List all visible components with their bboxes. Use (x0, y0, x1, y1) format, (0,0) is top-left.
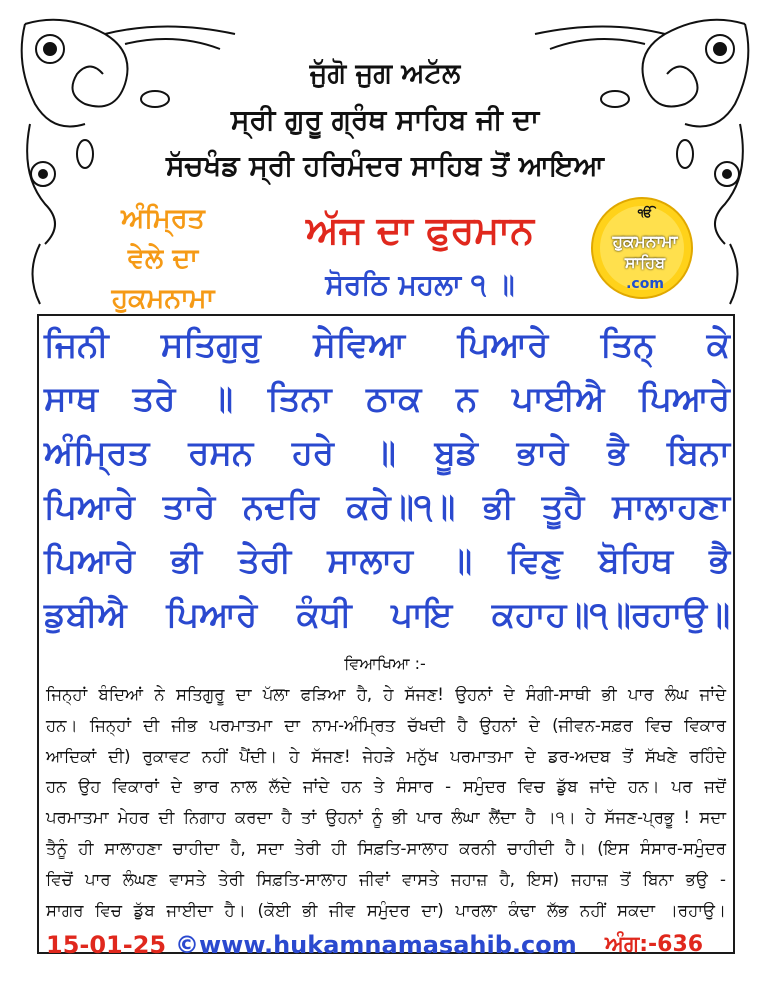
logo-text-line-2: ਸਾਹਿਬ (624, 253, 666, 272)
gurbani-line: ਜਿਨੀ ਸਤਿਗੁਰੁ ਸੇਵਿਆ ਪਿਆਰੇ ਤਿਨ੍ ਕੇ (44, 325, 730, 365)
raag-subtitle: ਸੋਰਠਿ ਮਹਲਾ ੧ ॥ (325, 268, 515, 301)
gurbani-line: ਪਿਆਰੇ ਭੀ ਤੇਰੀ ਸਾਲਾਹ ॥ ਵਿਣੁ ਬੋਹਿਥ ਭੈ (44, 541, 730, 581)
amrit-vele-line-1: ਅੰਮ੍ਰਿਤ (121, 203, 205, 234)
explanation-label: ਵਿਆਖਿਆ :- (344, 654, 426, 673)
amrit-vele-line-2: ਵੇਲੇ ਦਾ (127, 243, 199, 274)
amrit-vele-line-3: ਹੁਕਮਨਾਮਾ (111, 283, 215, 314)
explanation-line: ਸਾਗਰ ਵਿਚ ਡੁੱਬ ਜਾਈਦਾ ਹੈ। (ਕੋਈ ਭੀ ਜੀਵ ਸਮੁੰਦਰ ਦਾ) ਪਾਰਲਾ ਕੰਢਾ ਲੱਭ ਨਹੀਂ ਸਕਦਾ ।ਰਹਾਉ। (46, 900, 726, 920)
explanation-line: ਤੈਨੂੰ ਹੀ ਸਾਲਾਹਣਾ ਚਾਹੀਦਾ ਹੈ, ਸਦਾ ਤੇਰੀ ਹੀ ਸਿਫ਼ਤਿ-ਸਾਲਾਹ ਕਰਨੀ ਚਾਹੀਦੀ ਹੈ। (ਇਸ ਸੰਸਾਰ-ਸਮੁੰਦਰ (46, 838, 726, 858)
date-label: 15-01-25 (46, 931, 167, 959)
explanation-line: ਵਿਚੋਂ ਪਾਰ ਲੰਘਣ ਵਾਸਤੇ ਤੇਰੀ ਸਿਫ਼ਤਿ-ਸਾਲਾਹ ਜੀਵਾਂ ਵਾਸਤੇ ਜਹਾਜ਼ ਹੈ, ਇਸ) ਜਹਾਜ਼ ਤੋਂ ਬਿਨਾ ਭਉ - (46, 869, 726, 889)
gurbani-text (44, 318, 730, 642)
explanation-line: ਜਿਨ੍ਹਾਂ ਬੰਦਿਆਂ ਨੇ ਸਤਿਗੁਰੂ ਦਾ ਪੱਲਾ ਫੜਿਆ ਹੈ, ਹੇ ਸੱਜਣ! ਉਹਨਾਂ ਦੇ ਸੰਗੀ-ਸਾਥੀ ਭੀ ਪਾਰ ਲੰਘ ਜਾਂਦੇ (46, 685, 726, 704)
header-line-1: ਜੁੱਗੋ ਜੁਗ ਅਟੱਲ (309, 58, 461, 89)
gurbani-line: ਡੁਬੀਐ ਪਿਆਰੇ ਕੰਧੀ ਪਾਇ ਕਹਾਹ॥੧॥ਰਹਾਉ॥ (44, 595, 730, 635)
ang-number: ਅੰਗ:-636 (605, 932, 704, 957)
page-title: ਅੱਜ ਦਾ ਫੁਰਮਾਨ (306, 208, 534, 252)
header-line-3: ਸੱਚਖੰਡ ਸ੍ਰੀ ਹਰਿਮੰਦਰ ਸਾਹਿਬ ਤੋਂ ਆਇਆ (165, 149, 605, 182)
gurbani-line: ਅੰਮ੍ਰਿਤ ਰਸਨ ਹਰੇ ॥ ਬੂਡੇ ਭਾਰੇ ਭੈ ਬਿਨਾ (44, 433, 730, 473)
explanation-line: ਹਨ। ਜਿਨ੍ਹਾਂ ਦੀ ਜੀਭ ਪਰਮਾਤਮਾ ਦਾ ਨਾਮ-ਅੰਮ੍ਰਿਤ ਚੱਖਦੀ ਹੈ ਉਹਨਾਂ ਦੇ (ਜੀਵਨ-ਸਫ਼ਰ ਵਿਚ ਵਿਕਾਰ (46, 715, 726, 735)
gurbani-line: ਸਾਥ ਤਰੇ ॥ ਤਿਨਾ ਠਾਕ ਨ ਪਾਈਐ ਪਿਆਰੇ (44, 379, 730, 419)
explanation-line: ਪਰਮਾਤਮਾ ਮੇਹਰ ਦੀ ਨਿਗਾਹ ਕਰਦਾ ਹੈ ਤਾਂ ਉਹਨਾਂ ਨੂੰ ਭੀ ਪਾਰ ਲੰਘਾ ਲੈਂਦਾ ਹੈ ।੧। ਹੇ ਸੱਜਣ-ਪ੍ਰਭੂ ! ਸਦਾ (46, 808, 726, 828)
website-link[interactable]: ©www.hukamnamasahib.com (175, 931, 577, 959)
explanation-line: ਹਨ ਉਹ ਵਿਕਾਰਾਂ ਦੇ ਭਾਰ ਨਾਲ ਲੱਦੇ ਜਾਂਦੇ ਹਨ ਤੇ ਸੰਸਾਰ - ਸਮੁੰਦਰ ਵਿਚ ਡੁੱਬ ਜਾਂਦੇ ਹਨ। ਪਰ ਜਦੋਂ (46, 777, 726, 797)
ik-onkar-symbol: ੴ (637, 206, 653, 220)
logo-text-line-3: .com (626, 276, 664, 292)
gurbani-line: ਪਿਆਰੇ ਤਾਰੇ ਨਦਰਿ ਕਰੇ॥੧॥ ਭੀ ਤੂਹੈ ਸਾਲਾਹਣਾ (44, 487, 730, 527)
explanation-text (46, 680, 726, 926)
explanation-line: ਆਦਿਕਾਂ ਦੀ) ਰੁਕਾਵਟ ਨਹੀਂ ਪੈਂਦੀ। ਹੇ ਸੱਜਣ! ਜੇਹੜੇ ਮਨੁੱਖ ਪਰਮਾਤਮਾ ਦੇ ਡਰ-ਅਦਬ ਤੋਂ ਸੱਖਣੇ ਰਹਿੰਦੇ (46, 746, 726, 766)
header-line-2: ਸ੍ਰੀ ਗੁਰੂ ਗ੍ਰੰਥ ਸਾਹਿਬ ਜੀ ਦਾ (230, 103, 540, 136)
logo-text-line-1: ਹੁਕਮਨਾਮਾ (612, 232, 678, 252)
